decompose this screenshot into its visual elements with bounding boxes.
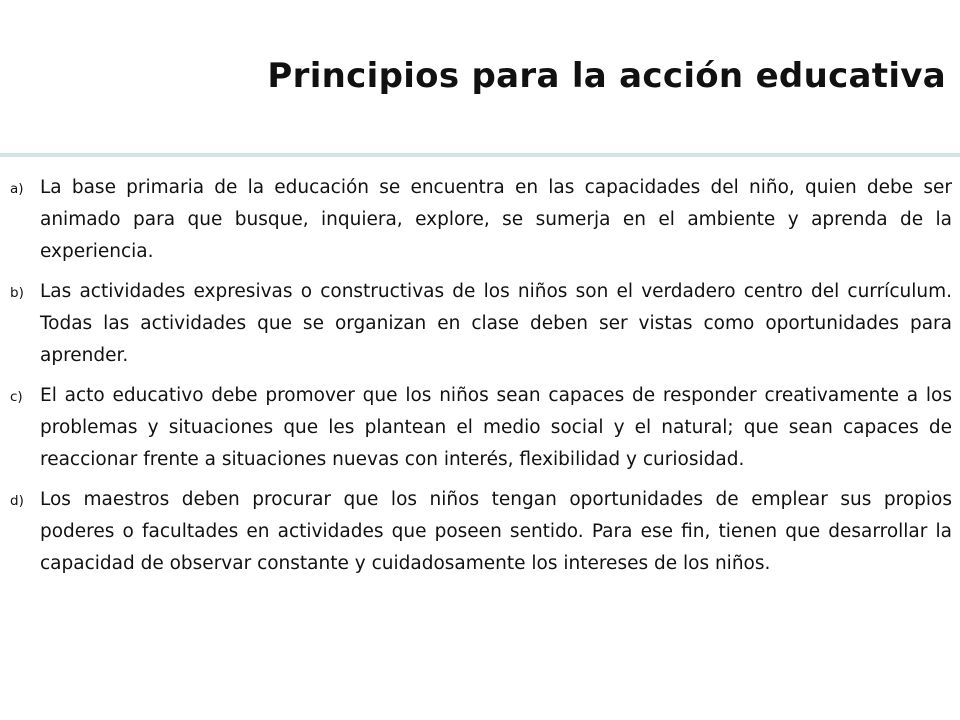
list-marker: b) (10, 285, 24, 301)
list-item-d (0, 484, 960, 580)
list-item-c (0, 380, 960, 476)
list-item-b (0, 276, 960, 372)
principles-list (0, 172, 960, 588)
list-marker: a) (10, 181, 24, 197)
list-item-text: La base primaria de la educación se encuentra en las capacidades del niño, quien debe ser animado para que busque, inquiera, explore, se sumerja en el ambiente y aprenda de la experiencia. (40, 177, 952, 262)
list-item-text: El acto educativo debe promover que los niños sean capaces de responder creativamente a los problemas y situaciones que les plantean el medio social y el natural; que sean capaces de reaccionar frente a situaciones nuevas con interés, flexibilidad y curiosidad. (40, 385, 952, 470)
title-divider (0, 153, 960, 157)
list-marker: c) (10, 389, 23, 405)
slide-title: Principios para la acción educativa (267, 56, 946, 96)
list-item-a (0, 172, 960, 268)
list-item-text: Los maestros deben procurar que los niños tengan oportunidades de emplear sus propios poderes o facultades en actividades que poseen sentido. Para ese fin, tienen que desarrollar la capacidad de observar constante y cuidadosamente los intereses de los niños. (40, 489, 952, 574)
list-item-text: Las actividades expresivas o constructivas de los niños son el verdadero centro del currículum. Todas las actividades que se organizan en clase deben ser vistas como oportunidades para aprender. (40, 281, 952, 366)
list-marker: d) (10, 493, 24, 509)
